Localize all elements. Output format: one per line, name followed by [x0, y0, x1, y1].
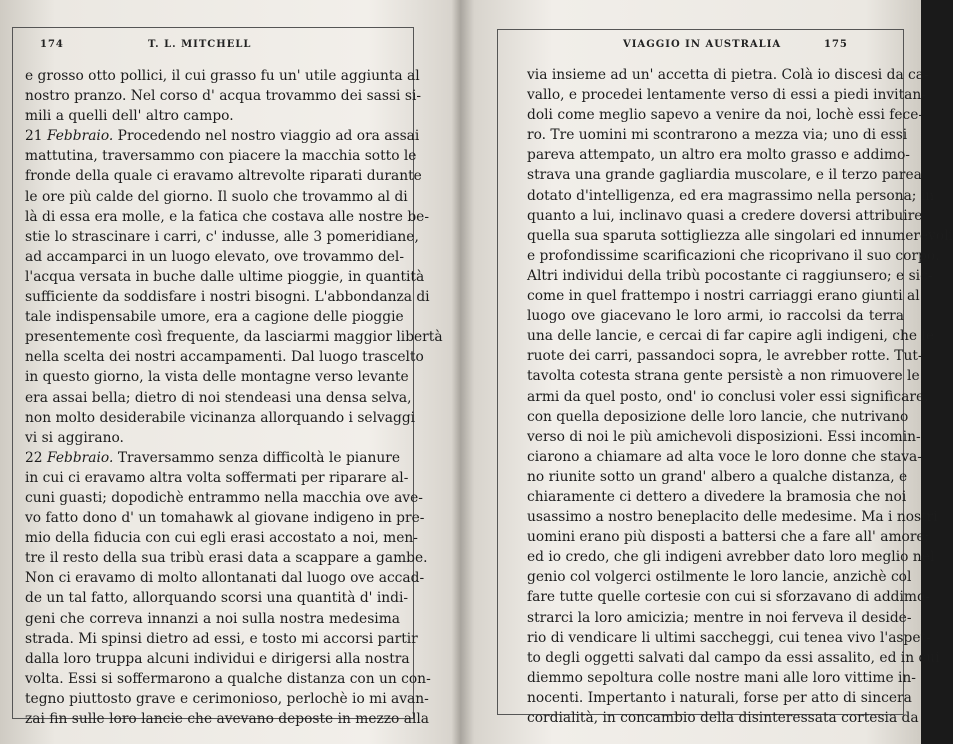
text-line: uomini erano più disposti a battersi che a fare all' amore;	[527, 529, 930, 546]
text-line: geni che correva innanzi a noi sulla nostra medesima	[25, 610, 400, 627]
left-page	[0, 0, 460, 744]
text-line: usassimo a nostro beneplacito delle medesime. Ma i nostri	[527, 509, 938, 526]
text-line: ruote dei carri, passandoci sopra, le avrebber rotte. Tut-	[527, 348, 923, 365]
text-line: e profondissime scarificazioni che ricoprivano il suo corpo.	[527, 247, 940, 264]
text-line: strada. Mi spinsi dietro ad essi, e tosto mi accorsi partir	[25, 630, 418, 647]
text-line: ed io credo, che gli indigeni avrebber dato loro meglio nel	[527, 549, 935, 566]
text-line: pareva attempato, un altro era molto grasso e addimo-	[527, 147, 910, 164]
text-line: luogo ove giacevano le loro armi, io raccolsi da terra	[527, 308, 904, 325]
text-line: sufficiente da soddisfare i nostri bisogni. L'abbondanza di	[25, 289, 430, 306]
text-line: ro. Tre uomini mi scontrarono a mezza via; uno di essi	[527, 127, 908, 144]
text-line: in cui ci eravamo altra volta soffermati per riparare al-	[25, 469, 409, 486]
text-line: Altri individui della tribù pocostante ci raggiunsero; e sic-	[527, 267, 933, 284]
text-line: strava una grande gagliardia muscolare, e il terzo parea	[527, 167, 922, 184]
text-line: mili a quelli dell' altro campo.	[25, 108, 234, 125]
text-line: mio della fiducia con cui egli erasi accostato a noi, men-	[25, 530, 418, 547]
text-line: chiaramente ci dettero a divedere la bramosia che noi	[527, 488, 907, 505]
text-line: con quella deposizione delle loro lancie, che nutrivano	[527, 408, 909, 425]
running-head: T. L. MITCHELL	[148, 39, 252, 50]
text-line: tegno piuttosto grave e cerimonioso, perlochè io mi avan-	[25, 690, 429, 707]
text-line: vi si aggirano.	[25, 429, 124, 446]
text-line: verso di noi le più amichevoli disposizioni. Essi incomin-	[527, 428, 921, 445]
body-text	[527, 65, 953, 728]
text-line: fronde della quale ci eravamo altrevolte riparati durante	[25, 168, 422, 185]
text-line: nella scelta dei nostri accampamenti. Dal luogo trascelto	[25, 349, 424, 366]
text-line: tavolta cotesta strana gente persistè a non rimuovere le	[527, 368, 920, 385]
text-line: doli come meglio sapevo a venire da noi, lochè essi fece-	[527, 107, 924, 124]
text-line: zai fin sulle loro lancie che avevano deposte in mezzo alla	[25, 711, 430, 727]
text-line: presentemente così frequente, da lasciarmi maggior libertà	[25, 329, 443, 346]
text-line: in questo giorno, la vista delle montagne verso levante	[25, 369, 409, 386]
page-number: 175	[824, 39, 848, 50]
right-page	[461, 0, 953, 744]
text-line: ciarono a chiamare ad alta voce le loro donne che stava-	[527, 448, 922, 465]
text-line: quella sua sparuta sottigliezza alle singolari ed innumerevoli	[527, 227, 953, 244]
text-line: to degli oggetti salvati dal campo da essi assalito, ed in cui	[527, 649, 940, 666]
text-line: nocenti. Impertanto i naturali, forse per atto di sincera	[527, 689, 912, 706]
text-line: cordialità, in concambio della disinteressata cortesia da	[527, 710, 919, 726]
text-line: quanto a lui, inclinavo quasi a credere doversi attribuire	[527, 207, 923, 224]
text-line: via insieme ad un' accetta di pietra. Colà io discesi da ca-	[527, 67, 929, 83]
text-line: Non ci eravamo di molto allontanati dal luogo ove accad-	[25, 570, 425, 587]
text-line: cuni guasti; dopodichè entrammo nella macchia ove ave-	[25, 489, 423, 506]
text-line: vo fatto dono d' un tomahawk al giovane indigeno in pre-	[25, 510, 425, 527]
text-line: là di essa era molle, e la fatica che costava alle nostre be-	[25, 208, 429, 225]
text-line: no riunite sotto un grand' albero a qualche distanza, e	[527, 468, 908, 485]
text-line: volta. Essi si soffermarono a qualche distanza con un con-	[25, 670, 431, 687]
text-line: armi da quel posto, ond' io conclusi voler essi significare,	[527, 388, 929, 405]
text-line: le ore più calde del giorno. Il suolo che trovammo al di	[25, 188, 408, 205]
text-line: 21 Febbraio. Procedendo nel nostro viaggio ad ora assai	[25, 128, 420, 145]
text-line: de un tal fatto, allorquando scorsi una quantità d' indi-	[25, 590, 409, 607]
text-line: rio di vendicare li ultimi saccheggi, cui tenea vivo l'aspet-	[527, 629, 931, 646]
page-number: 174	[40, 39, 64, 50]
text-line: e grosso otto pollici, il cui grasso fu un' utile aggiunta al	[25, 68, 420, 84]
text-line: ad accamparci in un luogo elevato, ove trovammo del-	[25, 248, 405, 265]
text-line: dalla loro truppa alcuni individui e dirigersi alla nostra	[25, 650, 410, 667]
text-line: l'acqua versata in buche dalle ultime pioggie, in quantità	[25, 268, 425, 285]
text-line: mattutina, traversammo con piacere la macchia sotto le	[25, 148, 417, 165]
running-head: VIAGGIO IN AUSTRALIA	[623, 39, 782, 50]
text-line: nostro pranzo. Nel corso d' acqua trovammo dei sassi si-	[25, 88, 422, 105]
text-line: genio col volgerci ostilmente le loro lancie, anzichè col	[527, 569, 912, 586]
text-line: stie lo strascinare i carri, c' indusse, alle 3 pomeridiane,	[25, 228, 419, 245]
text-line: vallo, e procedei lentamente verso di essi a piedi invitan-	[527, 87, 926, 104]
body-text	[25, 66, 443, 729]
text-line: tre il resto della sua tribù erasi data a scappare a gambe.	[25, 550, 428, 567]
text-line: fare tutte quelle cortesie con cui si sforzavano di addimo-	[527, 589, 930, 606]
text-line: non molto desiderabile vicinanza allorquando i selvaggi	[25, 409, 416, 426]
text-line: una delle lancie, e cercai di far capire agli indigeni, che le	[527, 328, 935, 345]
text-line: tale indispensabile umore, era a cagione delle pioggie	[25, 309, 404, 326]
text-line: 22 Febbraio. Traversammo senza difficoltà le pianure	[25, 449, 400, 466]
text-line: dotato d'intelligenza, ed era magrassimo nella persona; in	[527, 187, 935, 204]
text-line: come in quel frattempo i nostri carriaggi erano giunti al	[527, 288, 920, 305]
text-line: diemmo sepoltura colle nostre mani alle loro vittime in-	[527, 669, 916, 686]
text-line: strarci la loro amicizia; mentre in noi ferveva il deside-	[527, 609, 912, 626]
text-line: era assai bella; dietro di noi stendeasi una densa selva,	[25, 389, 412, 406]
